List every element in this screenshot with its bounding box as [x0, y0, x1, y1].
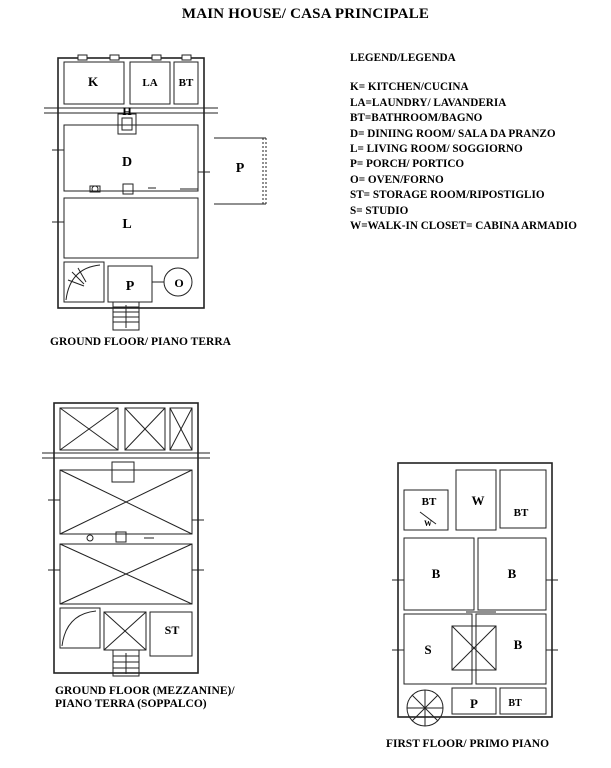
legend-item: LA=LAUNDRY/ LAVANDERIA — [350, 96, 507, 109]
label-bathroom-2: BT — [513, 507, 529, 519]
caption-ground-floor: GROUND FLOOR/ PIANO TERRA — [50, 336, 231, 348]
label-bedroom-3: B — [513, 637, 523, 652]
legend-item: ST= STORAGE ROOM/RIPOSTIGLIO — [350, 189, 545, 202]
label-bedroom-1: B — [431, 566, 441, 581]
label-laundry: LA — [142, 77, 158, 89]
legend-item: L= LIVING ROOM/ SOGGIORNO — [350, 143, 523, 156]
label-bathroom: BT — [178, 77, 194, 89]
label-bathroom-3: BT — [508, 698, 522, 709]
legend-item: P= PORCH/ PORTICO — [350, 158, 465, 171]
caption-mezzanine-1: GROUND FLOOR (MEZZANINE)/ — [55, 685, 235, 697]
caption-first-floor: FIRST FLOOR/ PRIMO PIANO — [386, 738, 550, 750]
label-living: L — [122, 217, 132, 232]
label-walk-in: W — [471, 493, 485, 508]
label-dining: D — [121, 155, 133, 170]
legend-item: O= OVEN/FORNO — [350, 173, 444, 186]
label-walk-in-small: W — [424, 519, 432, 528]
legend-item: S= STUDIO — [350, 204, 409, 217]
mezzanine-plan — [42, 403, 210, 676]
label-bedroom-2: B — [507, 566, 517, 581]
legend-heading: LEGEND/LEGENDA — [350, 52, 456, 64]
legend-item: W=WALK-IN CLOSET= CABINA ARMADIO — [350, 220, 577, 233]
label-front-porch: P — [125, 279, 135, 294]
label-side-porch: P — [235, 161, 245, 176]
spiral-stair — [64, 262, 104, 302]
label-studio: S — [424, 642, 432, 657]
legend-item: BT=BATHROOM/BAGNO — [350, 112, 483, 125]
label-storage: ST — [164, 623, 180, 637]
label-porch: P — [470, 696, 478, 711]
label-kitchen: K — [87, 74, 99, 89]
legend-item: D= DINIING ROOM/ SALA DA PRANZO — [350, 127, 556, 140]
legend-item: K= KITCHEN/CUCINA — [350, 81, 469, 94]
caption-mezzanine-2: PIANO TERRA (SOPPALCO) — [55, 698, 207, 710]
ground-floor-plan — [44, 55, 266, 330]
page-title: MAIN HOUSE/ CASA PRINCIPALE — [181, 6, 430, 22]
label-oven: O — [174, 276, 184, 290]
label-bathroom-1: BT — [421, 496, 437, 508]
label-hall: H — [122, 104, 132, 118]
